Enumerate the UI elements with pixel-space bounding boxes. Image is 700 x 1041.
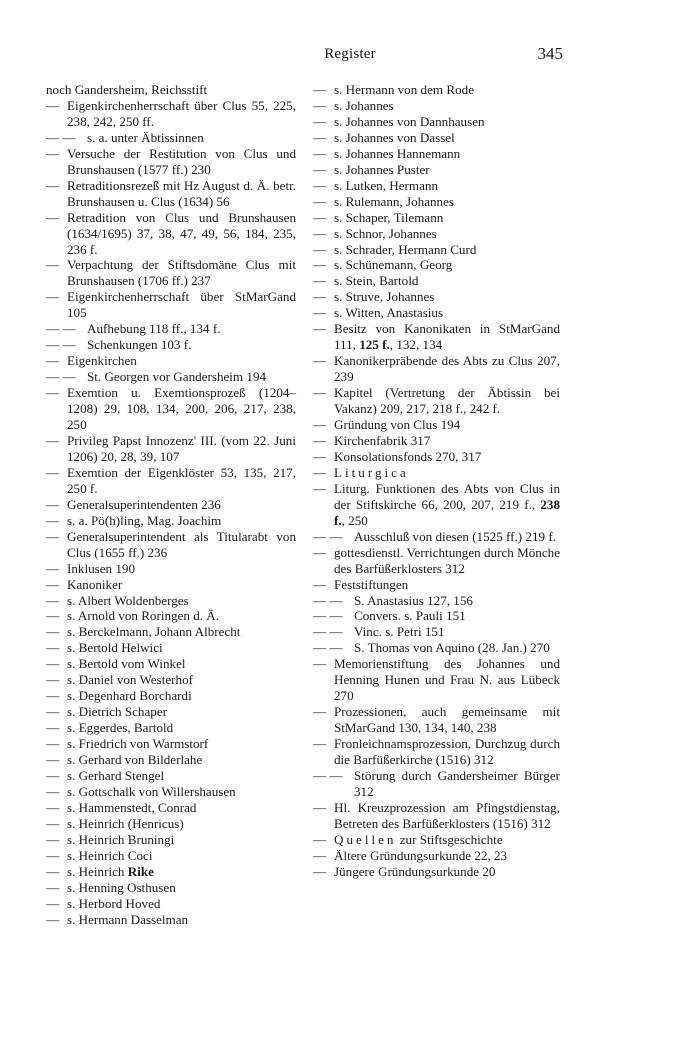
entry-text: Besitz von Kanonikaten in StMarGand 111, 125 f., 132, 134	[334, 321, 560, 353]
entry-dashes: —	[313, 97, 327, 113]
entry-text: s. Heinrich Bruningi	[67, 831, 175, 847]
entry-text: Memorienstiftung des Johannes und Henning Hunen und Frau N. aus Lübeck 270	[334, 656, 560, 704]
entry-text: Liturgica	[334, 464, 409, 480]
index-entry	[46, 864, 296, 880]
index-entry	[46, 704, 296, 720]
entry-text: s. Stein, Bartold	[334, 273, 419, 289]
entry-text: s. Heinrich Coci	[67, 847, 153, 863]
index-entry	[46, 848, 296, 864]
index-entry	[46, 912, 296, 928]
index-entry	[46, 178, 296, 210]
entry-text: Gründung von Clus 194	[334, 417, 461, 433]
entry-text: Vinc. s. Petri 151	[354, 624, 445, 640]
entry-text: Aufhebung 118 ff., 134 f.	[87, 321, 221, 337]
entry-dashes: —	[46, 209, 60, 225]
entry-text: s. Friedrich von Warmstorf	[67, 736, 209, 752]
entry-text: Retradition von Clus und Brunshausen (1634/1695) 37, 38, 47, 49, 56, 184, 235, 236 f.	[67, 209, 296, 257]
entry-dashes: —	[46, 895, 60, 911]
index-entry	[46, 289, 296, 321]
entry-dashes: —	[46, 560, 60, 576]
entry-dashes: —	[313, 193, 327, 209]
entry-text: Feststiftungen	[334, 576, 409, 592]
index-entry	[46, 880, 296, 896]
entry-text: s. Hermann von dem Rode	[334, 82, 475, 97]
entry-dashes: — —	[313, 608, 343, 624]
entry-dashes: —	[46, 720, 60, 736]
entry-dashes: — —	[313, 528, 343, 544]
entry-dashes: —	[46, 624, 60, 640]
index-entry	[313, 178, 560, 194]
entry-text: Eigenkirchen	[67, 353, 137, 369]
entry-text: Privileg Papst Innozenz' III. (vom 22. Juni 1206) 20, 28, 39, 107	[67, 432, 296, 464]
index-entry	[46, 353, 296, 369]
index-entry	[313, 832, 560, 848]
index-entry	[46, 465, 296, 497]
index-entry	[46, 593, 296, 609]
entry-text: s. Johannes Hannemann	[334, 145, 461, 161]
index-entry	[313, 768, 560, 800]
entry-dashes: —	[313, 544, 327, 560]
entry-text: Jüngere Gründungsurkunde 20	[334, 863, 496, 879]
running-title: Register	[324, 46, 376, 62]
entry-dashes: —	[313, 656, 327, 672]
entry-text: Prozessionen, auch gemeinsame mit StMarGand 130, 134, 140, 238	[334, 704, 560, 736]
entry-text: s. Daniel von Westerhof	[67, 672, 193, 688]
entry-dashes: —	[46, 592, 60, 608]
index-entry	[46, 210, 296, 258]
entry-dashes: —	[313, 831, 327, 847]
index-entry	[313, 864, 560, 880]
entry-text: s. Eggerdes, Bartold	[67, 720, 174, 736]
entry-text: s. Berckelmann, Johann Albrecht	[67, 624, 241, 640]
entry-text: Fronleichnamsprozession, Durchzug durch die Barfüßerkirche (1516) 312	[334, 736, 560, 768]
entry-dashes: — —	[313, 640, 343, 656]
entry-text: s. Rulemann, Johannes	[334, 193, 455, 209]
index-entry	[313, 289, 560, 305]
entry-dashes: —	[46, 464, 60, 480]
entry-text: S. Thomas von Aquino (28. Jan.) 270	[354, 640, 550, 656]
entry-dashes: —	[46, 640, 60, 656]
index-column-right	[313, 82, 560, 880]
entry-dashes: —	[46, 528, 60, 544]
entry-dashes: —	[46, 432, 60, 448]
index-entry	[46, 82, 296, 98]
index-entry	[46, 577, 296, 593]
entry-text: Liturg. Funktionen des Abts von Clus in der Stiftskirche 66, 200, 207, 219 f., 238 f., 250	[334, 480, 560, 528]
entry-text: Schenkungen 103 f.	[87, 337, 192, 353]
entry-text: s. Schaper, Tilemann	[334, 209, 444, 225]
entry-text: Hl. Kreuzprozession am Pfingstdienstag, Betreten des Barfüßerklosters (1516) 312	[334, 799, 560, 831]
entry-dashes: —	[313, 305, 327, 321]
entry-text: St. Georgen vor Gandersheim 194	[87, 369, 267, 385]
entry-dashes: —	[313, 209, 327, 225]
index-entry	[313, 385, 560, 417]
entry-text: s. Witten, Anastasius	[334, 305, 444, 321]
entry-dashes: —	[46, 177, 60, 193]
index-entry	[313, 146, 560, 162]
index-entry	[313, 305, 560, 321]
entry-text: s. Johannes	[334, 97, 394, 113]
entry-text: s. Schrader, Hermann Curd	[334, 241, 477, 257]
entry-text: s. Bertold Helwici	[67, 640, 163, 656]
entry-dashes: —	[313, 847, 327, 863]
index-entry	[46, 816, 296, 832]
index-entry	[313, 577, 560, 593]
index-entry	[46, 720, 296, 736]
entry-text: s. Hermann Dasselman	[67, 911, 189, 927]
entry-dashes: — —	[46, 129, 76, 145]
index-entry	[313, 449, 560, 465]
index-entry	[313, 114, 560, 130]
entry-text: s. Henning Osthusen	[67, 879, 176, 895]
entry-dashes: —	[313, 480, 327, 496]
entry-text: Eigenkirchenherrschaft über Clus 55, 225, 238, 242, 250 ff.	[67, 97, 296, 129]
index-entry	[46, 257, 296, 289]
entry-text: s. Gerhard von Bilderlahe	[67, 752, 203, 768]
entry-dashes: —	[46, 289, 60, 305]
entry-dashes: — —	[46, 369, 76, 385]
index-entry	[313, 704, 560, 736]
entry-dashes: — —	[313, 767, 343, 783]
entry-dashes: —	[313, 353, 327, 369]
entry-dashes: —	[46, 831, 60, 847]
entry-text: s. a. Pö(h)ling, Mag. Joachim	[67, 512, 222, 528]
index-entry	[46, 497, 296, 513]
entry-dashes: —	[313, 289, 327, 305]
entry-text: Generalsuperintendent als Titularabt von Clus (1655 ff.) 236	[67, 528, 296, 560]
entry-text: s. Albert Woldenberges	[67, 592, 189, 608]
index-entry	[313, 640, 560, 656]
entry-text: s. Struve, Johannes	[334, 289, 435, 305]
entry-dashes: —	[46, 672, 60, 688]
entry-text: s. Hammenstedt, Conrad	[67, 799, 197, 815]
index-entry	[313, 353, 560, 385]
index-entry	[46, 768, 296, 784]
index-entry	[46, 672, 296, 688]
entry-dashes: — —	[46, 337, 76, 353]
index-entry	[46, 98, 296, 130]
index-entry	[46, 752, 296, 768]
index-entry	[313, 736, 560, 768]
index-entry	[313, 848, 560, 864]
entry-text: Quellen zur Stiftsgeschichte	[334, 831, 503, 847]
index-entry	[313, 800, 560, 832]
entry-dashes: —	[46, 257, 60, 273]
entry-text: Exemtion der Eigenklöster 53, 135, 217, 250 f.	[67, 464, 296, 496]
entry-text: Generalsuperintendenten 236	[67, 496, 221, 512]
index-entry	[46, 784, 296, 800]
entry-text: Eigenkirchenherrschaft über StMarGand 105	[67, 289, 296, 321]
entry-dashes: — —	[313, 592, 343, 608]
entry-text: Ältere Gründungsurkunde 22, 23	[334, 847, 508, 863]
entry-dashes: —	[46, 911, 60, 927]
index-entry	[313, 481, 560, 529]
entry-dashes: —	[46, 783, 60, 799]
entry-text: gottesdienstl. Verrichtungen durch Mönche des Barfüßerklosters 312	[334, 544, 560, 576]
index-entry	[46, 832, 296, 848]
index-entry	[46, 130, 296, 146]
entry-text: s. Gerhard Stengel	[67, 767, 165, 783]
entry-dashes: —	[313, 448, 327, 464]
index-entry	[46, 624, 296, 640]
entry-text: Kirchenfabrik 317	[334, 432, 431, 448]
entry-text: S. Anastasius 127, 156	[354, 592, 473, 608]
entry-dashes: —	[313, 799, 327, 815]
entry-dashes: —	[313, 145, 327, 161]
index-entry	[46, 896, 296, 912]
entry-dashes: — —	[313, 624, 343, 640]
entry-dashes: —	[313, 129, 327, 145]
entry-dashes: —	[46, 767, 60, 783]
entry-dashes: —	[313, 113, 327, 129]
index-entry	[313, 465, 560, 481]
entry-text: Ausschluß von diesen (1525 ff.) 219 f.	[354, 528, 556, 544]
entry-dashes: — —	[46, 321, 76, 337]
index-entry	[313, 257, 560, 273]
entry-dashes: —	[313, 161, 327, 177]
entry-text: Kapitel (Vertretung der Äbtissin bei Vakanz) 209, 217, 218 f., 242 f.	[334, 385, 560, 417]
entry-dashes: —	[313, 241, 327, 257]
entry-dashes: —	[46, 97, 60, 113]
index-entry	[46, 736, 296, 752]
index-entry	[313, 98, 560, 114]
index-entry	[313, 210, 560, 226]
entry-text: s. Johannes von Dassel	[334, 129, 455, 145]
entry-dashes: —	[46, 145, 60, 161]
entry-text: s. Heinrich (Henricus)	[67, 815, 184, 831]
index-entry	[313, 162, 560, 178]
index-entry	[46, 640, 296, 656]
index-entry	[313, 529, 560, 545]
entry-dashes: —	[46, 353, 60, 369]
index-entry	[313, 242, 560, 258]
entry-dashes: —	[46, 879, 60, 895]
index-entry	[313, 545, 560, 577]
index-entry	[46, 688, 296, 704]
entry-text: Verpachtung der Stiftsdomäne Clus mit Brunshausen (1706 ff.) 237	[67, 257, 296, 289]
entry-text: s. Gottschalk von Willershausen	[67, 783, 236, 799]
entry-dashes: —	[46, 799, 60, 815]
entry-text: s. Degenhard Borchardi	[67, 688, 192, 704]
index-entry	[46, 608, 296, 624]
entry-dashes: —	[313, 82, 327, 97]
entry-dashes: —	[313, 417, 327, 433]
index-entry	[46, 800, 296, 816]
entry-dashes: —	[46, 752, 60, 768]
index-entry	[313, 194, 560, 210]
entry-dashes: —	[46, 656, 60, 672]
entry-dashes: —	[313, 321, 327, 337]
index-column-left	[46, 82, 296, 928]
entry-dashes: —	[313, 257, 327, 273]
entry-dashes: —	[46, 815, 60, 831]
index-entry	[313, 624, 560, 640]
entry-text: s. Heinrich Rike	[67, 863, 154, 879]
entry-dashes: —	[46, 512, 60, 528]
entry-dashes: —	[313, 704, 327, 720]
entry-dashes: —	[46, 847, 60, 863]
entry-text: s. a. unter Äbtissinnen	[87, 129, 204, 145]
entry-text: Konsolationsfonds 270, 317	[334, 448, 482, 464]
entry-text: Störung durch Gandersheimer Bürger 312	[354, 767, 560, 799]
index-entry	[313, 417, 560, 433]
index-entry	[313, 321, 560, 353]
entry-dashes: —	[46, 576, 60, 592]
entry-text: s. Bertold vom Winkel	[67, 656, 186, 672]
entry-text: Kanonikerpräbende des Abts zu Clus 207, 239	[334, 353, 560, 385]
index-entry	[313, 593, 560, 609]
entry-text: Convers. s. Pauli 151	[354, 608, 466, 624]
index-entry	[46, 337, 296, 353]
entry-text: s. Schünemann, Georg	[334, 257, 453, 273]
index-entry	[313, 273, 560, 289]
entry-dashes: —	[46, 385, 60, 401]
index-entry	[46, 369, 296, 385]
entry-dashes: —	[313, 385, 327, 401]
index-entry	[313, 226, 560, 242]
entry-text: s. Herbord Hoved	[67, 895, 161, 911]
running-head	[0, 44, 700, 68]
index-entry	[46, 513, 296, 529]
index-entry	[46, 321, 296, 337]
index-entry	[46, 656, 296, 672]
entry-text: Inklusen 190	[67, 560, 136, 576]
entry-text: s. Arnold von Roringen d. Ä.	[67, 608, 220, 624]
index-entry	[313, 608, 560, 624]
entry-text: s. Johannes Puster	[334, 161, 430, 177]
entry-text: s. Schnor, Johannes	[334, 225, 437, 241]
entry-dashes: —	[46, 608, 60, 624]
index-entry	[46, 433, 296, 465]
entry-text: noch Gandersheim, Reichsstift	[46, 82, 208, 97]
entry-text: Versuche der Restitution von Clus und Brunshausen (1577 ff.) 230	[67, 145, 296, 177]
entry-text: Exemtion u. Exemtionsprozeß (1204–1208) 29, 108, 134, 200, 206, 217, 238, 250	[67, 385, 296, 433]
entry-dashes: —	[313, 863, 327, 879]
entry-dashes: —	[313, 736, 327, 752]
index-entry	[46, 146, 296, 178]
entry-dashes: —	[46, 688, 60, 704]
page-number: 345	[537, 44, 563, 63]
index-entry	[46, 385, 296, 433]
entry-dashes: —	[46, 736, 60, 752]
index-entry	[46, 561, 296, 577]
entry-dashes: —	[313, 273, 327, 289]
entry-text: s. Dietrich Schaper	[67, 704, 167, 720]
entry-dashes: —	[46, 863, 60, 879]
entry-dashes: —	[313, 225, 327, 241]
entry-text: Kanoniker	[67, 576, 123, 592]
entry-dashes: —	[313, 177, 327, 193]
index-entry	[313, 433, 560, 449]
entry-text: Retraditionsrezeß mit Hz August d. Ä. betr. Brunshausen u. Clus (1634) 56	[67, 177, 296, 209]
entry-dashes: —	[46, 704, 60, 720]
entry-dashes: —	[46, 496, 60, 512]
index-entry	[46, 529, 296, 561]
index-entry	[313, 130, 560, 146]
entry-text: s. Johannes von Dannhausen	[334, 113, 485, 129]
index-entry	[313, 82, 560, 98]
index-entry	[313, 656, 560, 704]
entry-dashes: —	[313, 464, 327, 480]
entry-dashes: —	[313, 432, 327, 448]
entry-dashes: —	[313, 576, 327, 592]
entry-text: s. Lutken, Hermann	[334, 177, 438, 193]
